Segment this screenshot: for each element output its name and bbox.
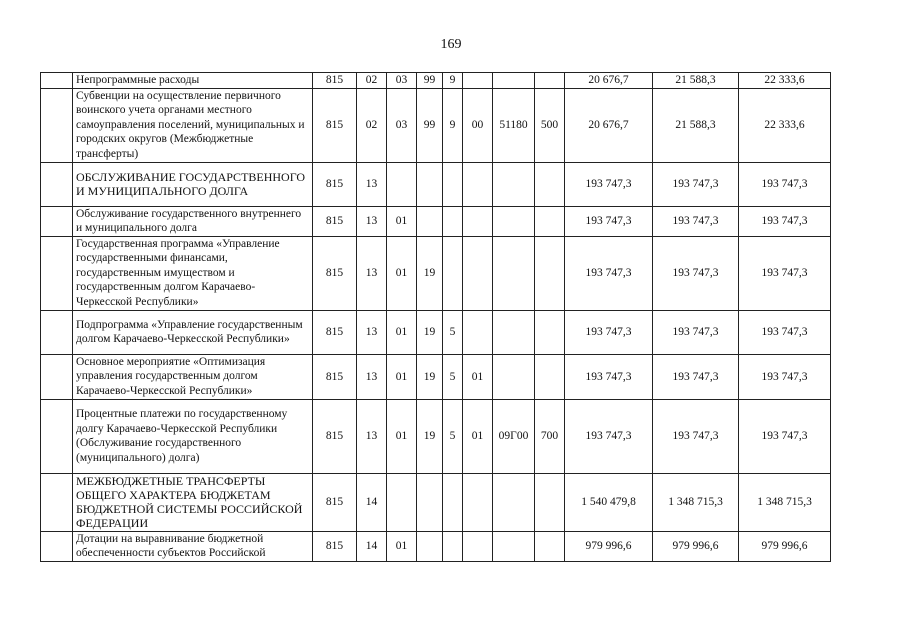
direction-code — [493, 354, 535, 399]
direction-code — [493, 473, 535, 531]
sum-year-2: 979 996,6 — [653, 531, 739, 561]
empty-cell — [41, 88, 73, 162]
sum-year-1: 1 540 479,8 — [565, 473, 653, 531]
expense-type-code — [535, 73, 565, 89]
expense-type-code — [535, 354, 565, 399]
section-code: 13 — [357, 399, 387, 473]
table-row — [41, 162, 831, 206]
sum-year-1: 193 747,3 — [565, 236, 653, 310]
budget-table — [40, 72, 831, 562]
sum-year-3: 193 747,3 — [739, 162, 831, 206]
program-code — [417, 531, 443, 561]
empty-cell — [41, 162, 73, 206]
subsection-code — [387, 162, 417, 206]
section-code: 13 — [357, 162, 387, 206]
direction-code — [493, 236, 535, 310]
table-row — [41, 399, 831, 473]
ministry-code: 815 — [313, 236, 357, 310]
row-name: Подпрограмма «Управление государственным долгом Карачаево-Черкесской Республики» — [73, 310, 313, 354]
sum-year-1: 193 747,3 — [565, 162, 653, 206]
row-name: Процентные платежи по государственному долгу Карачаево-Черкесской Республики (Обслуживание государственного (муниципального) долга) — [73, 399, 313, 473]
empty-cell — [41, 236, 73, 310]
expense-type-code — [535, 162, 565, 206]
program-code — [417, 206, 443, 236]
row-name: МЕЖБЮДЖЕТНЫЕ ТРАНСФЕРТЫ ОБЩЕГО ХАРАКТЕРА БЮДЖЕТАМ БЮДЖЕТНОЙ СИСТЕМЫ РОССИЙСКОЙ ФЕДЕРАЦИИ — [73, 473, 313, 531]
sum-year-2: 193 747,3 — [653, 206, 739, 236]
expense-type-code — [535, 310, 565, 354]
sum-year-3: 193 747,3 — [739, 310, 831, 354]
subprogram-code: 9 — [443, 88, 463, 162]
sum-year-2: 193 747,3 — [653, 354, 739, 399]
ministry-code: 815 — [313, 73, 357, 89]
event-code: 01 — [463, 399, 493, 473]
sum-year-3: 193 747,3 — [739, 399, 831, 473]
subprogram-code — [443, 236, 463, 310]
sum-year-1: 193 747,3 — [565, 399, 653, 473]
sum-year-1: 20 676,7 — [565, 73, 653, 89]
program-code: 99 — [417, 88, 443, 162]
program-code: 99 — [417, 73, 443, 89]
table-row — [41, 473, 831, 531]
page-number: 169 — [440, 37, 462, 52]
section-code: 13 — [357, 354, 387, 399]
event-code — [463, 310, 493, 354]
empty-cell — [41, 531, 73, 561]
direction-code: 09Г00 — [493, 399, 535, 473]
sum-year-3: 193 747,3 — [739, 354, 831, 399]
ministry-code: 815 — [313, 399, 357, 473]
table-row — [41, 236, 831, 310]
program-code — [417, 473, 443, 531]
sum-year-1: 193 747,3 — [565, 310, 653, 354]
row-name: Государственная программа «Управление государственными финансами, государственным имуществом и государственным долгом Карачаево-Черкесской Республики» — [73, 236, 313, 310]
sum-year-2: 21 588,3 — [653, 73, 739, 89]
section-code: 13 — [357, 310, 387, 354]
subsection-code: 03 — [387, 88, 417, 162]
empty-cell — [41, 73, 73, 89]
sum-year-3: 22 333,6 — [739, 88, 831, 162]
program-code: 19 — [417, 354, 443, 399]
sum-year-2: 193 747,3 — [653, 310, 739, 354]
expense-type-code — [535, 531, 565, 561]
sum-year-3: 979 996,6 — [739, 531, 831, 561]
event-code: 01 — [463, 354, 493, 399]
sum-year-2: 193 747,3 — [653, 236, 739, 310]
direction-code — [493, 206, 535, 236]
row-name: Основное мероприятие «Оптимизация управления государственным долгом Карачаево-Черкесской Республики» — [73, 354, 313, 399]
table-row — [41, 73, 831, 89]
subprogram-code: 5 — [443, 399, 463, 473]
sum-year-3: 193 747,3 — [739, 236, 831, 310]
ministry-code: 815 — [313, 162, 357, 206]
empty-cell — [41, 310, 73, 354]
subsection-code: 03 — [387, 73, 417, 89]
sum-year-2: 1 348 715,3 — [653, 473, 739, 531]
ministry-code: 815 — [313, 354, 357, 399]
direction-code — [493, 531, 535, 561]
event-code — [463, 162, 493, 206]
subprogram-code: 9 — [443, 73, 463, 89]
sum-year-2: 193 747,3 — [653, 399, 739, 473]
direction-code — [493, 73, 535, 89]
section-code: 13 — [357, 206, 387, 236]
row-name: Субвенции на осуществление первичного воинского учета органами местного самоуправления поселений, муниципальных и городских округов (Межбюджетные трансферты) — [73, 88, 313, 162]
sum-year-3: 1 348 715,3 — [739, 473, 831, 531]
subsection-code: 01 — [387, 236, 417, 310]
program-code: 19 — [417, 236, 443, 310]
direction-code — [493, 162, 535, 206]
section-code: 13 — [357, 236, 387, 310]
expense-type-code: 500 — [535, 88, 565, 162]
sum-year-3: 22 333,6 — [739, 73, 831, 89]
ministry-code: 815 — [313, 531, 357, 561]
sum-year-1: 20 676,7 — [565, 88, 653, 162]
row-name: ОБСЛУЖИВАНИЕ ГОСУДАРСТВЕННОГО И МУНИЦИПАЛЬНОГО ДОЛГА — [73, 162, 313, 206]
sum-year-3: 193 747,3 — [739, 206, 831, 236]
table-row — [41, 206, 831, 236]
event-code — [463, 473, 493, 531]
empty-cell — [41, 354, 73, 399]
expense-type-code: 700 — [535, 399, 565, 473]
event-code — [463, 73, 493, 89]
row-name: Обслуживание государственного внутреннего и муниципального долга — [73, 206, 313, 236]
subprogram-code — [443, 473, 463, 531]
subprogram-code: 5 — [443, 354, 463, 399]
section-code: 02 — [357, 88, 387, 162]
expense-type-code — [535, 473, 565, 531]
empty-cell — [41, 473, 73, 531]
subprogram-code — [443, 162, 463, 206]
row-name: Дотации на выравнивание бюджетной обеспеченности субъектов Российской — [73, 531, 313, 561]
section-code: 14 — [357, 531, 387, 561]
ministry-code: 815 — [313, 310, 357, 354]
subsection-code: 01 — [387, 354, 417, 399]
empty-cell — [41, 399, 73, 473]
sum-year-2: 21 588,3 — [653, 88, 739, 162]
sum-year-1: 979 996,6 — [565, 531, 653, 561]
section-code: 14 — [357, 473, 387, 531]
row-name: Непрограммные расходы — [73, 73, 313, 89]
event-code: 00 — [463, 88, 493, 162]
sum-year-1: 193 747,3 — [565, 206, 653, 236]
ministry-code: 815 — [313, 88, 357, 162]
event-code — [463, 206, 493, 236]
direction-code: 51180 — [493, 88, 535, 162]
table-row — [41, 531, 831, 561]
ministry-code: 815 — [313, 473, 357, 531]
subsection-code: 01 — [387, 531, 417, 561]
subsection-code: 01 — [387, 399, 417, 473]
subprogram-code — [443, 206, 463, 236]
subsection-code: 01 — [387, 206, 417, 236]
event-code — [463, 531, 493, 561]
sum-year-2: 193 747,3 — [653, 162, 739, 206]
table-row — [41, 88, 831, 162]
table-body — [41, 73, 831, 562]
program-code: 19 — [417, 399, 443, 473]
expense-type-code — [535, 236, 565, 310]
program-code — [417, 162, 443, 206]
section-code: 02 — [357, 73, 387, 89]
subprogram-code — [443, 531, 463, 561]
table-row — [41, 354, 831, 399]
ministry-code: 815 — [313, 206, 357, 236]
empty-cell — [41, 206, 73, 236]
subsection-code — [387, 473, 417, 531]
table-row — [41, 310, 831, 354]
sum-year-1: 193 747,3 — [565, 354, 653, 399]
event-code — [463, 236, 493, 310]
expense-type-code — [535, 206, 565, 236]
direction-code — [493, 310, 535, 354]
program-code: 19 — [417, 310, 443, 354]
subsection-code: 01 — [387, 310, 417, 354]
subprogram-code: 5 — [443, 310, 463, 354]
